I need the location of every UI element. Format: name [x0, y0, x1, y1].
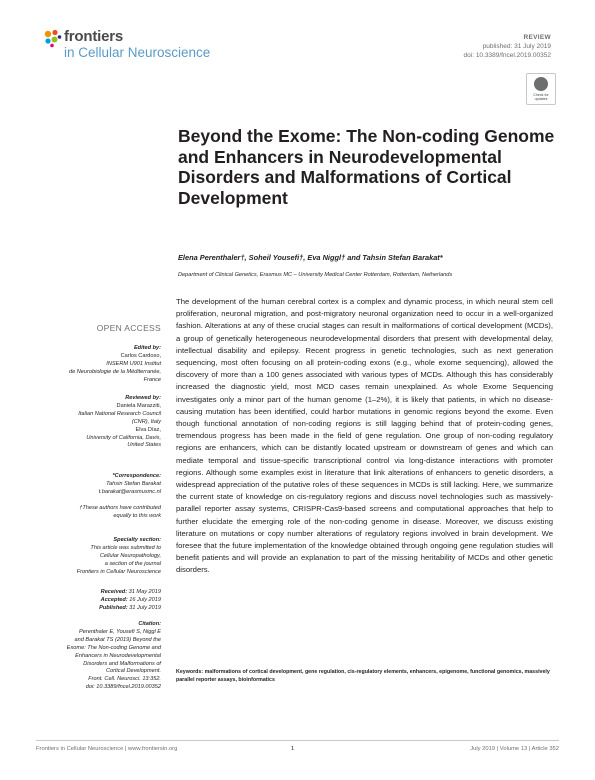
- page-number: 1: [291, 746, 295, 752]
- check-updates-icon: [534, 77, 548, 91]
- specialty-label: Specialty section:: [113, 537, 161, 543]
- correspondence-block: [36, 473, 161, 497]
- citation-line: Perenthaler E, Yousefi S, Niggl E: [79, 628, 161, 635]
- editor-line: Carlos Cardoso,: [120, 352, 161, 359]
- received-date: 31 May 2019: [128, 589, 161, 595]
- published-date-side: 31 July 2019: [129, 604, 161, 611]
- citation-line: Enhancers in Neurodevelopmental: [75, 652, 161, 659]
- correspondence-name: Tahsin Stefan Barakat: [106, 480, 161, 487]
- accepted-label: Accepted:: [100, 596, 128, 603]
- edited-by-label: Edited by:: [133, 345, 161, 351]
- journal-logo: [42, 26, 242, 76]
- citation-line: Disorders and Malformations of: [83, 660, 161, 667]
- article-type: REVIEW: [523, 34, 551, 41]
- correspondence-email[interactable]: t.barakat@erasmusmc.nl: [98, 488, 161, 495]
- correspondence-label: *Correspondence:: [112, 473, 161, 479]
- reviewer-line: University of California, Davis,: [86, 434, 161, 441]
- article-title: Beyond the Exome: The Non-coding Genome and Enhancers in Neurodevelopmental Disorders and Malformations of Cortical Development: [178, 126, 555, 208]
- citation-line: Front. Cell. Neurosci. 13:352.: [88, 676, 161, 683]
- reviewed-by-block: [36, 395, 161, 450]
- reviewer-line: United States: [127, 442, 161, 449]
- journal-brand: frontiers: [64, 28, 124, 45]
- equal-contrib-line: equally to this work: [113, 512, 161, 519]
- accepted-date: 16 July 2019: [129, 596, 161, 603]
- specialty-line: Frontiers in Cellular Neuroscience: [76, 568, 161, 575]
- reviewer-line: Italian National Research Council: [78, 410, 161, 417]
- reviewer-line: Elva Díaz,: [135, 426, 161, 433]
- published-label: Published:: [99, 604, 128, 611]
- journal-section: in Cellular Neuroscience: [64, 45, 211, 60]
- specialty-section-block: [36, 537, 161, 577]
- specialty-line: Cellular Neuropathology,: [99, 552, 161, 559]
- citation-block: [36, 621, 161, 692]
- citation-line: Cortical Development.: [105, 668, 161, 675]
- specialty-line: This article was submitted to: [90, 544, 161, 551]
- citation-line: and Barakat TS (2019) Beyond the: [74, 636, 161, 643]
- open-access-label: OPEN ACCESS: [96, 323, 161, 333]
- edited-by-block: [36, 345, 161, 385]
- equal-contrib-line: †These authors have contributed: [79, 505, 161, 511]
- editor-line: de Neurobiologie de la Méditerranée,: [68, 368, 161, 375]
- frontiers-logo-icon: [42, 28, 64, 50]
- check-updates-label-2: updates: [534, 97, 548, 101]
- check-for-updates-button[interactable]: [526, 73, 556, 105]
- specialty-line: a section of the journal: [104, 560, 161, 567]
- author-list: Elena Perenthaler†, Soheil Yousefi†, Eva Niggl† and Tahsin Stefan Barakat*: [178, 253, 443, 262]
- published-date: published: 31 July 2019: [482, 43, 551, 50]
- received-label: Received:: [100, 589, 128, 595]
- reviewer-line: Daniela Marazziti,: [116, 402, 161, 409]
- citation-line: doi: 10.3389/fncel.2019.00352: [85, 684, 161, 691]
- citation-label: Citation:: [138, 621, 161, 627]
- article-meta: [464, 33, 551, 60]
- article-doi[interactable]: doi: 10.3389/fncel.2019.00352: [463, 52, 551, 59]
- abstract-text: The development of the human cerebral cortex is a complex and dynamic process, in which neural stem cell proliferation, neuronal migration, and post-migratory neuronal organization need to occur in a well-organized fashion. Alterations at any of these crucial stages can result in malformations of cortical development (MCDs), a group of genetically heterogeneous neurodevelopmental disorders that present with developmental delay, intellectual disability and epilepsy. Recent progress in genetic technologies, such as next generation sequencing, most often focusing on all protein-coding exons (e.g., whole exome sequencing), allowed the discovery of more than a 100 genes associated with various types of MCDs. Although this has considerably increased the diagnostic yield, most MCD cases remain unexplained. As whole Exome Sequencing investigates only a minor part of the human genome (1–2%), it is likely that patients, in which no disease-causing mutation has been identified, could harbor mutations in genomic regions beyond the exome. Even though functional annotation of non-coding regions is still lagging behind that of protein-coding genes, tremendous progress has been made in the field of gene regulation. One group of non-coding regulatory regions are enhancers, which can be distantly located upstream or downstream of genes and which can mediate temporal and tissue-specific transcriptional control via long-distance interactions with promoter regions. Although some examples exist in literature that link alterations of enhancers to genetic disorders, a widespread appreciation of the putative roles of these sequences in MCDs is still lacking. Here, we summarize the current state of knowledge on cis-regulatory regions and discuss novel technologies such as massively-parallel reporter assay systems, CRISPR-Cas9-based screens and computational approaches that help to further elucidate the emerging role of the non-coding genome in disease. Moreover, we discuss existing literature on mutations or copy number alterations of regulatory regions involved in brain development. We foresee that the future implementation of the knowledge obtained through ongoing gene regulation studies will benefit patients and will provide an explanation to part of the missing heritability of MCDs and other genetic disorders.: [176, 297, 553, 575]
- page-footer: [36, 740, 559, 752]
- footer-issue-info: July 2019 | Volume 13 | Article 352: [470, 746, 559, 752]
- check-updates-label-1: Check for: [533, 93, 549, 97]
- dates-block: [36, 589, 161, 613]
- keywords-text: malformations of cortical development, gene regulation, cis-regulatory elements, enhancers, epigenome, functional genomics, massively parallel reporter assays, bioinformatics: [176, 669, 550, 683]
- equal-contribution-note: [36, 505, 161, 521]
- keywords: [176, 668, 553, 684]
- reviewed-by-label: Reviewed by:: [125, 395, 161, 401]
- editor-line: INSERM U901 Institut: [106, 360, 161, 367]
- citation-line: Exome: The Non-coding Genome and: [66, 644, 161, 651]
- keywords-label: Keywords:: [176, 669, 204, 675]
- footer-journal-link[interactable]: Frontiers in Cellular Neuroscience | www.frontiersin.org: [36, 746, 178, 752]
- author-affiliation: Department of Clinical Genetics, Erasmus MC – University Medical Center Rotterdam, Rotterdam, Netherlands: [178, 272, 453, 278]
- editor-line: France: [143, 376, 161, 383]
- reviewer-line: (CNR), Italy: [131, 418, 161, 425]
